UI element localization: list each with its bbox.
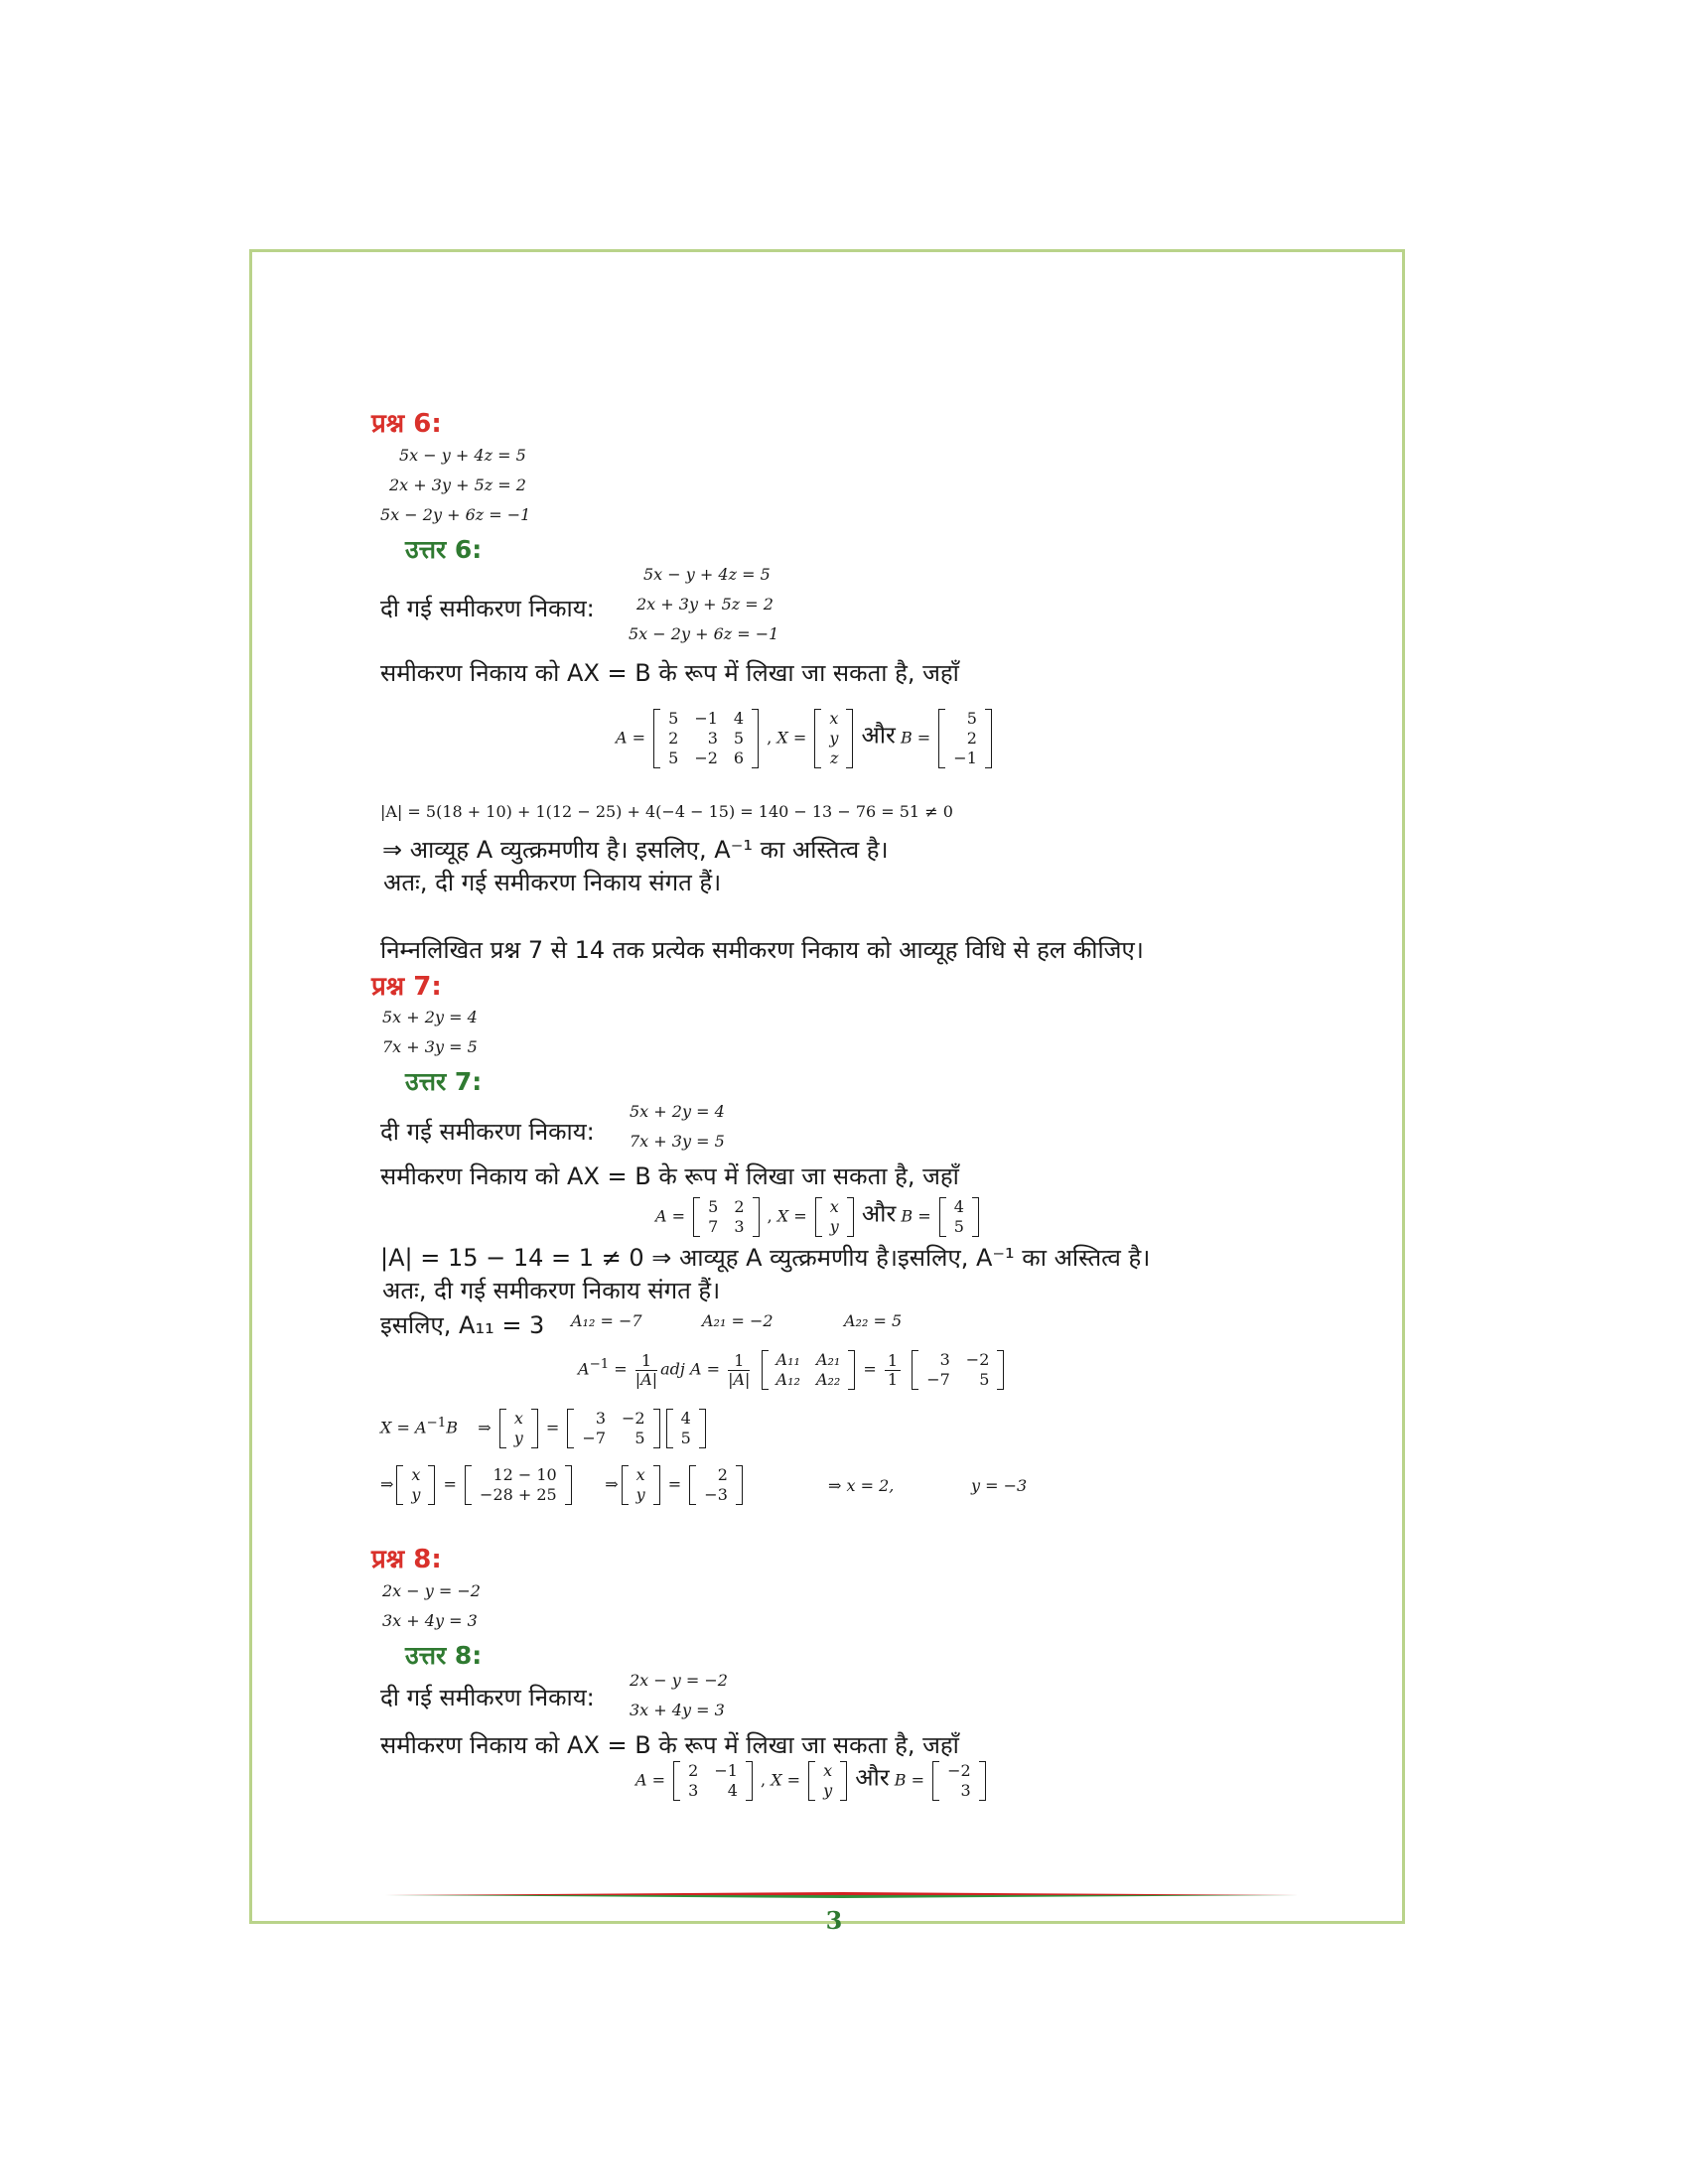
matrix-cell: y	[823, 1781, 833, 1800]
matrix-cell: 5	[966, 709, 977, 728]
matrix-cell: 7	[708, 1217, 719, 1236]
matrix-cell: 5	[708, 1197, 719, 1216]
q7-solution-y: y = −3	[971, 1476, 1028, 1495]
q7-given-eq-2: 7x + 3y = 5	[630, 1132, 725, 1151]
matrix-cell: A₂₂	[815, 1370, 841, 1389]
matrix-cell: A₁₁	[775, 1350, 800, 1369]
matrix-cell: 2	[717, 1465, 728, 1484]
q8-given-eq-1: 2x − y = −2	[630, 1671, 728, 1690]
matrix-cell: −7	[582, 1429, 607, 1447]
question-8-label: प्रश्न 8:	[371, 1545, 442, 1574]
q7-matrix-b	[939, 1197, 979, 1237]
q8-eq-2: 3x + 4y = 3	[382, 1611, 478, 1630]
q8-written-text: समीकरण निकाय को AX = B के रूप में लिखा जा सकता है, जहाँ	[380, 1731, 959, 1759]
q7-given-eq-1: 5x + 2y = 4	[630, 1102, 725, 1121]
matrix-cell: z	[829, 749, 839, 767]
matrix-cell: −28 + 25	[480, 1485, 557, 1504]
q7-step1-matrix	[465, 1465, 572, 1505]
matrix-cell: −7	[926, 1370, 950, 1389]
matrix-cell: −1	[714, 1761, 738, 1780]
q7-matrix-a	[693, 1197, 759, 1237]
q6-conclusion: अतः, दी गई समीकरण निकाय संगत हैं।	[383, 869, 722, 896]
matrix-cell: −1	[694, 709, 718, 728]
matrix-cell: −3	[704, 1485, 728, 1504]
q7-determinant: |A| = 15 − 14 = 1 ≠ 0 ⇒ आव्यूह A व्युत्क्रमणीय है।इसलिए, A⁻¹ का अस्तित्व है।	[380, 1244, 1151, 1272]
q6-matrix-equation: A = 5 −1 4 2 3 5 5 −2 6 , X = x y z और B = 5 2 −1	[616, 709, 995, 768]
q7-conclusion: अतः, दी गई समीकरण निकाय संगत हैं।	[382, 1277, 721, 1304]
q7-solution-step: $X = A^{-1}B$ ⇒ x y = 3 −2 −7 5 4 5	[380, 1409, 709, 1448]
matrix-cell: 2	[966, 729, 977, 748]
q6-invertible-text: ⇒ आव्यूह A व्युत्क्रमणीय है। इसलिए, A⁻¹ का अस्तित्व है।	[382, 836, 889, 864]
matrix-cell: 5	[680, 1429, 691, 1447]
q7-x-vector-2	[396, 1465, 435, 1505]
q6-matrix-a	[653, 709, 759, 768]
instruction-text: निम्नलिखित प्रश्न 7 से 14 तक प्रत्येक समीकरण निकाय को आव्यूह विधि से हल कीजिए।	[380, 936, 1144, 964]
q7-written-text: समीकरण निकाय को AX = B के रूप में लिखा जा सकता है, जहाँ	[380, 1162, 959, 1190]
matrix-cell: x	[829, 709, 839, 728]
matrix-cell: 6	[733, 749, 745, 767]
matrix-cell: 2	[734, 1197, 745, 1216]
q7-eq-2: 7x + 3y = 5	[382, 1037, 478, 1056]
matrix-cell: x	[635, 1465, 645, 1484]
matrix-cell: 3	[939, 1350, 950, 1369]
q7-adjoint-matrix	[762, 1350, 856, 1390]
q7-inverse-formula: $A^{-1}$ = $\frac{1}{|A|}$ adj A = $\frac{1}{|A|}$ A₁₁ A₂₁ A₁₂ A₂₂ = $\frac{1}{1}$ 3 −2 −7 5	[578, 1350, 1007, 1390]
q6-written-text: समीकरण निकाय को AX = B के रूप में लिखा जा सकता है, जहाँ	[380, 659, 959, 687]
matrix-cell: 2	[668, 729, 679, 748]
q6-given-label: दी गई समीकरण निकाय:	[380, 595, 595, 622]
q7-matrix-equation: A = 5 2 7 3 , X = x y और B = 4 5	[655, 1197, 982, 1237]
matrix-cell: x	[823, 1761, 833, 1780]
matrix-cell: 5	[668, 709, 679, 728]
matrix-cell: −1	[953, 749, 977, 767]
q8-matrix-a	[673, 1761, 753, 1801]
q7-step2-matrix	[689, 1465, 743, 1505]
q7-cofactor-a11: इसलिए, A₁₁ = 3	[380, 1311, 545, 1339]
page-number: 3	[825, 1906, 843, 1935]
matrix-cell: 5	[668, 749, 679, 767]
q6-given-eq-3: 5x − 2y + 6z = −1	[629, 624, 779, 643]
q7-eq-1: 5x + 2y = 4	[382, 1008, 478, 1026]
matrix-cell: 12 − 10	[492, 1465, 557, 1484]
matrix-cell: y	[513, 1429, 523, 1447]
q7-matrix-x	[815, 1197, 854, 1237]
q7-solution-x: ⇒ x = 2,	[828, 1476, 895, 1495]
matrix-cell: 4	[727, 1781, 738, 1800]
matrix-cell: 5	[634, 1429, 645, 1447]
matrix-cell: 3	[707, 729, 718, 748]
q8-given-label: दी गई समीकरण निकाय:	[380, 1684, 595, 1711]
q6-matrix-x	[814, 709, 853, 768]
q7-x-vector-3	[622, 1465, 660, 1505]
q7-cofactor-a21: A₂₁ = −2	[702, 1311, 774, 1330]
q7-inverse-matrix	[912, 1350, 1004, 1390]
question-7-label: प्रश्न 7:	[371, 972, 442, 1002]
q7-b-vector	[666, 1409, 706, 1448]
matrix-cell: y	[829, 1217, 839, 1236]
matrix-cell: 4	[733, 709, 745, 728]
matrix-cell: 2	[688, 1761, 699, 1780]
matrix-cell: y	[829, 729, 839, 748]
q7-given-label: दी गई समीकरण निकाय:	[380, 1118, 595, 1146]
matrix-cell: 5	[733, 729, 745, 748]
question-6-label: प्रश्न 6:	[371, 409, 442, 439]
matrix-cell: 3	[595, 1409, 607, 1428]
matrix-cell: −2	[622, 1409, 645, 1428]
q8-matrix-equation: A = 2 −1 3 4 , X = x y और B = −2 3	[635, 1761, 989, 1801]
matrix-cell: x	[411, 1465, 421, 1484]
q8-matrix-b	[932, 1761, 986, 1801]
matrix-cell: 4	[680, 1409, 691, 1428]
answer-8-label: उत्तर 8:	[405, 1641, 483, 1670]
matrix-cell: 3	[734, 1217, 745, 1236]
matrix-cell: 3	[688, 1781, 699, 1800]
q7-x-vector	[499, 1409, 538, 1448]
matrix-cell: −2	[965, 1350, 990, 1369]
matrix-cell: y	[635, 1485, 645, 1504]
matrix-cell: −2	[947, 1761, 971, 1780]
q6-eq-1: 5x − y + 4z = 5	[399, 446, 526, 465]
q6-eq-3: 5x − 2y + 6z = −1	[380, 505, 531, 524]
q7-final-step: ⇒ x y = 12 − 10 −28 + 25 ⇒ x y = 2 −3	[380, 1465, 746, 1505]
matrix-cell: 5	[953, 1217, 964, 1236]
matrix-cell: −2	[694, 749, 718, 767]
q6-given-eq-2: 2x + 3y + 5z = 2	[636, 595, 774, 614]
q7-cofactor-a12: A₁₂ = −7	[571, 1311, 642, 1330]
q8-matrix-x	[808, 1761, 847, 1801]
matrix-cell: y	[411, 1485, 421, 1504]
matrix-cell: A₂₁	[815, 1350, 841, 1369]
matrix-cell: x	[829, 1197, 839, 1216]
matrix-cell: 3	[960, 1781, 971, 1800]
matrix-cell: x	[513, 1409, 523, 1428]
q6-matrix-b	[938, 709, 992, 768]
matrix-cell: 4	[953, 1197, 964, 1216]
q7-inverse-matrix-2	[567, 1409, 659, 1448]
q6-given-eq-1: 5x − y + 4z = 5	[643, 565, 771, 584]
matrix-cell: 5	[979, 1370, 990, 1389]
matrix-cell: A₁₂	[775, 1370, 800, 1389]
answer-6-label: उत्तर 6:	[405, 535, 483, 564]
q6-determinant: |A| = 5(18 + 10) + 1(12 − 25) + 4(−4 − 15) = 140 − 13 − 76 = 51 ≠ 0	[380, 802, 953, 821]
q8-given-eq-2: 3x + 4y = 3	[630, 1701, 725, 1719]
answer-7-label: उत्तर 7:	[405, 1067, 483, 1096]
q8-eq-1: 2x − y = −2	[382, 1581, 481, 1600]
q6-eq-2: 2x + 3y + 5z = 2	[389, 476, 526, 494]
q7-cofactor-a22: A₂₂ = 5	[844, 1311, 903, 1330]
